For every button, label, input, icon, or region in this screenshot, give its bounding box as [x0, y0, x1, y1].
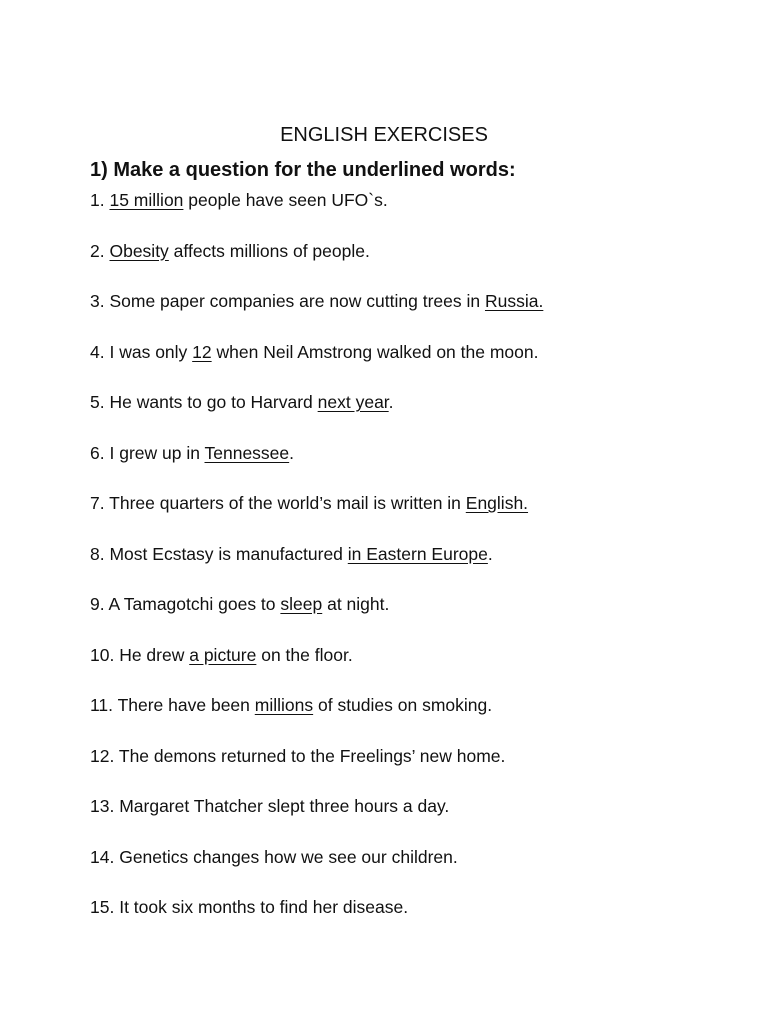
exercise-item	[90, 642, 730, 693]
sentence-text: I grew up in	[109, 442, 205, 463]
sentence-text: Three quarters of the world’s mail is written in	[109, 493, 466, 513]
sentence-text: .	[289, 442, 295, 463]
underlined-words: next year	[317, 392, 389, 412]
sentence-text: when Neil Amstrong walked on the moon.	[211, 341, 539, 362]
sentence-text: people have seen UFO`s.	[183, 190, 388, 210]
underlined-words: Russia.	[484, 291, 544, 311]
exercise-number: 10.	[90, 644, 115, 665]
sentence-text: affects millions of people.	[168, 240, 370, 261]
exercise-number: 14.	[90, 846, 115, 867]
exercise-item	[90, 844, 730, 895]
exercise-item	[90, 288, 730, 339]
exercise-number: 4.	[90, 341, 105, 362]
sentence-text: at night.	[322, 594, 390, 614]
exercise-item	[90, 591, 730, 642]
underlined-words: Tennessee	[204, 442, 290, 463]
sentence-text: Most Ecstasy is manufactured	[109, 543, 348, 564]
exercise-number: 9.	[90, 594, 105, 614]
exercise-item	[90, 793, 730, 844]
exercise-item	[90, 389, 730, 440]
underlined-words: in Eastern Europe	[347, 543, 488, 564]
exercise-number: 6.	[90, 442, 105, 463]
exercise-number: 3.	[90, 291, 105, 311]
exercise-number: 8.	[90, 543, 105, 564]
exercise-item	[90, 692, 730, 743]
exercise-item	[90, 187, 730, 238]
exercise-number: 2.	[90, 240, 105, 261]
sentence-text: Margaret Thatcher slept three hours a day.	[119, 796, 450, 816]
sentence-text: I was only	[109, 341, 193, 362]
sentence-text: He wants to go to Harvard	[109, 392, 318, 412]
exercise-number: 15.	[90, 897, 115, 917]
exercise-item	[90, 894, 730, 945]
sentence-text: .	[487, 543, 493, 564]
exercise-list	[90, 187, 730, 945]
underlined-words: English.	[465, 493, 529, 513]
sentence-text: .	[388, 392, 394, 412]
exercise-number: 5.	[90, 392, 105, 412]
exercise-item	[90, 743, 730, 794]
exercise-number: 7.	[90, 493, 105, 513]
sentence-text: on the floor.	[256, 644, 353, 665]
document-title: ENGLISH EXERCISES	[280, 124, 488, 146]
underlined-words: 12	[192, 341, 212, 362]
sentence-text: Some paper companies are now cutting trees in	[109, 291, 485, 311]
exercise-number: 1.	[90, 190, 105, 210]
underlined-words: 15 million	[109, 190, 184, 210]
exercise-item	[90, 490, 730, 541]
underlined-words: Obesity	[109, 240, 169, 261]
sentence-text: It took six months to find her disease.	[119, 897, 409, 917]
underlined-words: millions	[254, 695, 314, 715]
sentence-text: The demons returned to the Freelings’ new home.	[118, 745, 506, 766]
sentence-text: A Tamagotchi goes to	[108, 594, 281, 614]
sentence-text: of studies on smoking.	[313, 695, 493, 715]
sentence-text: He drew	[119, 644, 190, 665]
exercise-instruction: 1) Make a question for the underlined words:	[90, 159, 516, 181]
sentence-text: There have been	[117, 695, 255, 715]
exercise-item	[90, 238, 730, 289]
underlined-words: a picture	[189, 644, 257, 665]
exercise-number: 12.	[90, 745, 115, 766]
exercise-number: 11.	[90, 695, 114, 715]
exercise-number: 13.	[90, 796, 115, 816]
exercise-item	[90, 440, 730, 491]
exercise-item	[90, 339, 730, 390]
sentence-text: Genetics changes how we see our children.	[119, 846, 458, 867]
underlined-words: sleep	[280, 594, 323, 614]
exercise-item	[90, 541, 730, 592]
